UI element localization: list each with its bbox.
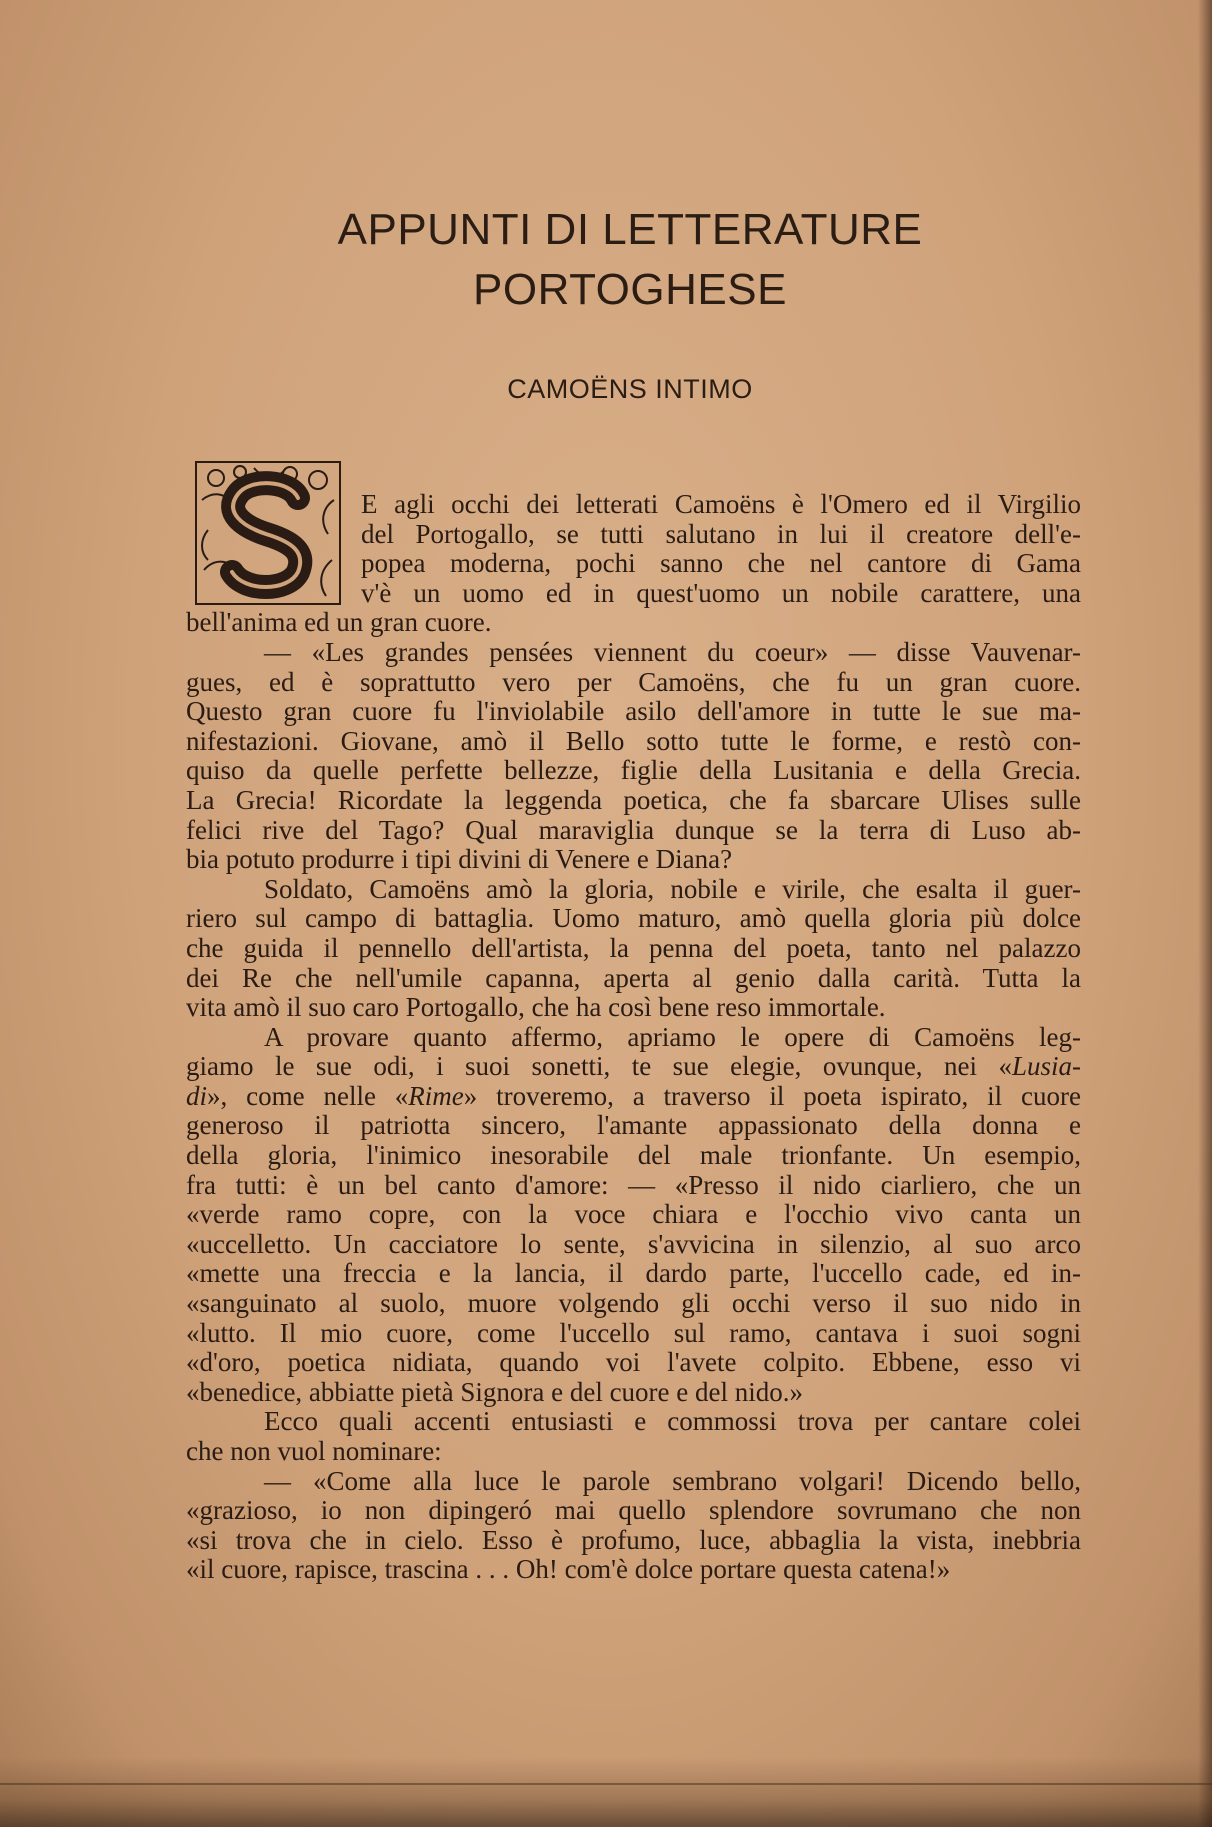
text-line: v'è un uomo ed in quest'uomo un nobile carattere, una [361, 578, 1081, 608]
article-body [186, 490, 1081, 1585]
text-line: «grazioso, io non dipingeró mai quello splendore sovrumano che non [186, 1496, 1081, 1526]
text-line: «d'oro, poetica nidiata, quando voi l'avete colpito. Ebbene, esso vi [186, 1348, 1081, 1378]
text-line: Ecco quali accenti entusiasti e commossi trova per cantare colei [264, 1407, 1081, 1437]
page-title [290, 200, 970, 320]
text-line: gues, ed è soprattutto vero per Camoëns, che fu un gran cuore. [186, 667, 1081, 697]
text-run: giamo le sue odi, i suoi sonetti, te sue elegie, ovunque, nei « [186, 1052, 1012, 1082]
text-line: generoso il patriotta sincero, l'amante appassionato della donna e [186, 1111, 1081, 1141]
text-line: «il cuore, rapisce, trascina . . . Oh! com'è dolce portare questa catena!» [186, 1555, 951, 1585]
paragraph-3 [186, 875, 1081, 1023]
paragraph-5 [186, 1407, 1081, 1466]
italic-run: di [186, 1081, 208, 1111]
text-line: «uccelletto. Un cacciatore lo sente, s'avvicina in silenzio, al suo arco [186, 1229, 1081, 1259]
text-line: «benedice, abbiatte pietà Signora e del cuore e del nido.» [186, 1377, 804, 1407]
text-line: «mette una freccia e la lancia, il dardo parte, l'uccello cade, ed in- [186, 1259, 1081, 1289]
text-line: Soldato, Camoëns amò la gloria, nobile e virile, che esalta il guer- [264, 874, 1081, 904]
paragraph-6 [186, 1467, 1081, 1585]
text-line [186, 1082, 1081, 1112]
text-line: che guida il pennello dell'artista, la penna del poeta, tanto nel palazzo [186, 933, 1081, 963]
title-line-1: APPUNTI DI LETTERATURE [337, 205, 923, 254]
text-line: «sanguinato al suolo, muore volgendo gli occhi verso il suo nido in [186, 1289, 1081, 1319]
text-line: che non vuol nominare: [186, 1437, 442, 1466]
text-line: nifestazioni. Giovane, amò il Bello sotto tutte le forme, e restò con- [186, 726, 1081, 756]
text-line [186, 1052, 1081, 1082]
text-line: popea moderna, pochi sanno che nel cantore di Gama [361, 549, 1081, 579]
text-line: bia potuto produrre i tipi divini di Venere e Diana? [186, 845, 733, 875]
text-line: riero sul campo di battaglia. Uomo maturo, amò quella gloria più dolce [186, 904, 1081, 934]
text-line: felici rive del Tago? Qual maraviglia dunque se la terra di Luso ab- [186, 815, 1081, 845]
italic-run: Rime [408, 1081, 464, 1111]
paragraph-2 [186, 638, 1081, 875]
text-line: «lutto. Il mio cuore, come l'uccello sul ramo, cantava i suoi sogni [186, 1318, 1081, 1348]
text-line: fra tutti: è un bel canto d'amore: — «Presso il nido ciarliero, che un [186, 1170, 1081, 1200]
section-subtitle: CAMOËNS INTIMO [507, 374, 753, 404]
paragraph-4 [186, 1023, 1081, 1408]
text-line: — «Come alla luce le parole sembrano volgari! Dicendo bello, [264, 1466, 1081, 1496]
text-line: quiso da quelle perfette bellezze, figlie della Lusitania e della Grecia. [186, 756, 1081, 786]
text-line: del Portogallo, se tutti salutano in lui il creatore dell'e- [361, 519, 1081, 549]
text-line: A provare quanto affermo, apriamo le opere di Camoëns leg- [264, 1022, 1081, 1052]
text-line: La Grecia! Ricordate la leggenda poetica, che fa sbarcare Ulises sulle [186, 785, 1081, 815]
page-edge-shadow [1198, 0, 1212, 1827]
text-run: », come nelle « [207, 1081, 409, 1111]
title-line-2: PORTOGHESE [473, 265, 787, 314]
text-line: Questo gran cuore fu l'inviolabile asilo dell'amore in tutte le sue ma- [186, 697, 1081, 727]
text-line: della gloria, l'inimico inesorabile del male trionfante. Un esempio, [186, 1141, 1081, 1171]
text-line: «si trova che in cielo. Esso è profumo, luce, abbaglia la vista, inebbria [186, 1525, 1081, 1555]
text-run: » troveremo, a traverso il poeta ispirato, il cuore [463, 1081, 1081, 1111]
text-line: bell'anima ed un gran cuore. [186, 608, 492, 638]
italic-run: Lusia- [1011, 1052, 1081, 1082]
text-line: E agli occhi dei letterati Camoëns è l'Omero ed il Virgilio [361, 490, 1081, 519]
text-line: vita amò il suo caro Portogallo, che ha così bene reso immortale. [186, 993, 886, 1023]
paragraph-1 [186, 490, 1081, 638]
text-line: dei Re che nell'umile capanna, aperta al genio dalla carità. Tutta la [186, 963, 1081, 993]
page-bottom-shadow [0, 1757, 1212, 1827]
text-line: — «Les grandes pensées viennent du coeur» — disse Vauvenar- [264, 637, 1081, 667]
text-line: «verde ramo copre, con la voce chiara e l'occhio vivo canta un [186, 1200, 1081, 1230]
